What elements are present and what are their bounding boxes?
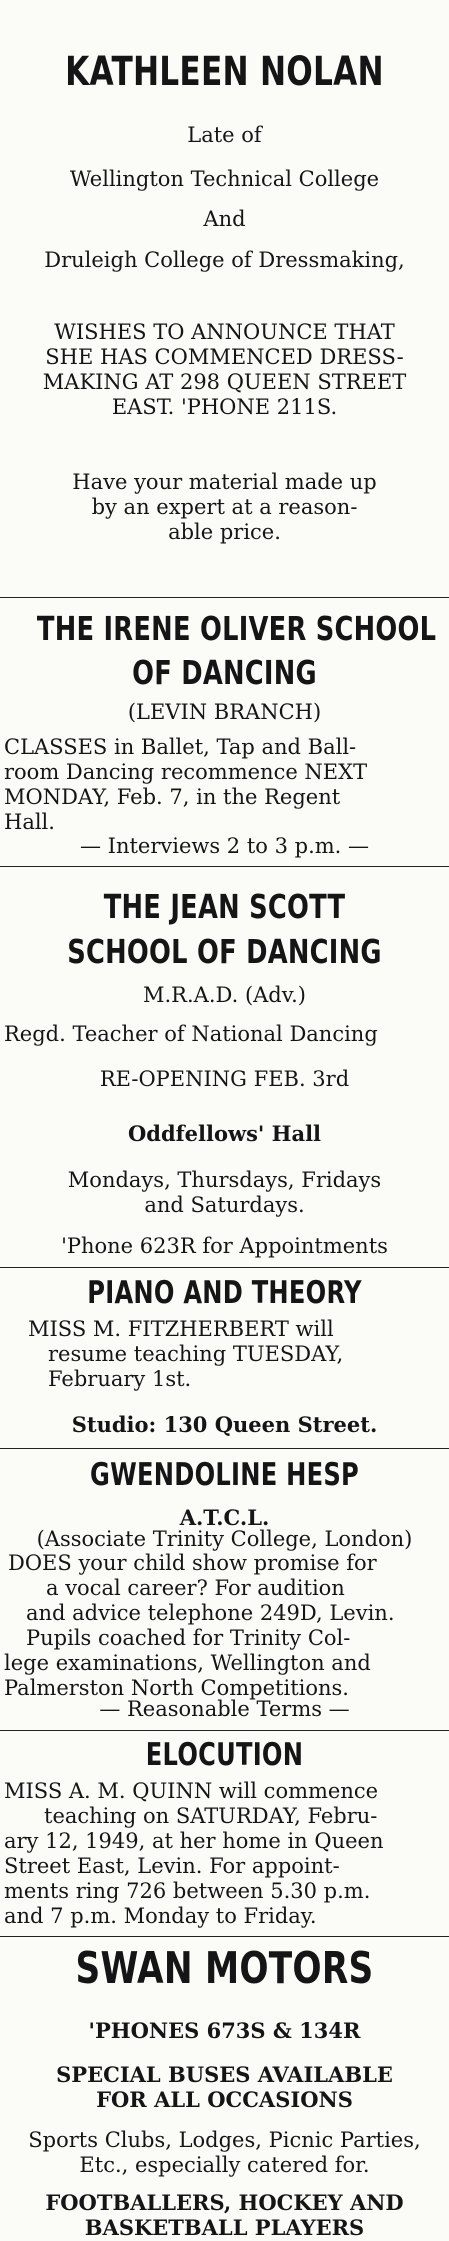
text-line: and advice telephone 249D, Levin. [26,1601,395,1625]
branch-text: (LEVIN BRANCH) [127,700,322,724]
and-text: And [203,207,246,231]
text-line: MAKING AT 298 QUEEN STREET [42,370,407,394]
classes-text [4,735,445,835]
text-line: February 1st. [48,1367,192,1391]
ad-title: SWAN MOTORS [75,1943,374,1994]
ad-title: SCHOOL OF DANCING [67,932,382,971]
terms-text: — Reasonable Terms — [99,1697,350,1721]
text-line: and 7 p.m. Monday to Friday. [4,1904,317,1928]
text-line: and Saturdays. [144,1193,305,1217]
text-line: MONDAY, Feb. 7, in the Regent [4,785,341,809]
text-line: MISS A. M. QUINN will commence [4,1779,379,1803]
pitch-text [4,470,445,545]
divider [0,1448,449,1449]
text-line: BASKETBALL PLAYERS [84,2215,365,2240]
studio-text: Studio: 130 Queen Street. [71,1412,378,1437]
text-line: Hall. [4,810,55,834]
text-line: FOR ALL OCCASIONS [96,2087,353,2112]
text-line: MISS M. FITZHERBERT will [28,1317,334,1341]
ad-title: PIANO AND THEORY [87,1275,362,1311]
text-line: by an expert at a reason- [91,495,358,519]
text-line: FOOTBALLERS, HOCKEY AND [45,2190,404,2215]
text-line: ary 12, 1949, at her home in Queen [4,1829,384,1853]
text-line: room Dancing recommence NEXT [4,760,368,784]
text-line: lege examinations, Wellington and [4,1651,371,1675]
text-line: ments ring 726 between 5.30 p.m. [4,1879,371,1903]
ad-title: THE JEAN SCOTT [103,887,346,926]
qualification-full-text: (Associate Trinity College, London) [36,1527,413,1551]
divider [0,597,449,598]
text-line: Street East, Levin. For appoint- [4,1854,340,1878]
text-line: SPECIAL BUSES AVAILABLE [56,2062,393,2087]
announcement-text [4,320,445,420]
text-line: Palmerston North Competitions. [4,1676,349,1700]
ad-title: GWENDOLINE HESP [90,1457,359,1493]
text-line: CLASSES in Ballet, Tap and Ball- [4,735,357,759]
interviews-text: — Interviews 2 to 3 p.m. — [79,834,370,858]
qualification-text: M.R.A.D. (Adv.) [143,983,306,1007]
college-text: Druleigh College of Dressmaking, [44,248,405,272]
divider [0,1267,449,1268]
ad-title: ELOCUTION [145,1737,304,1773]
venue-text: Oddfellows' Hall [127,1121,322,1146]
vocal-text [4,1551,445,1701]
text-line: EAST. 'PHONE 211S. [111,395,338,419]
elocution-text [4,1779,445,1929]
text-line: Mondays, Thursdays, Fridays [67,1168,382,1192]
divider [0,1936,449,1937]
text-line: DOES your child show promise for [8,1551,377,1575]
late-of-text: Late of [187,123,262,147]
phones-text: 'PHONES 673S & 134R [88,2018,361,2043]
text-line: Sports Clubs, Lodges, Picnic Parties, [28,2128,421,2152]
ad-title: KATHLEEN NOLAN [65,49,384,95]
qualification-text: A.T.C.L. [179,1505,270,1530]
players-text [4,2190,445,2240]
divider [0,1730,449,1731]
teacher-text [4,1317,445,1392]
clubs-text [4,2128,445,2178]
text-line: a vocal career? For audition [46,1576,345,1600]
text-line: able price. [168,520,281,544]
text-line: Pupils coached for Trinity Col- [26,1626,351,1650]
text-line: resume teaching TUESDAY, [48,1342,344,1366]
text-line: teaching on SATURDAY, Febru- [44,1804,378,1828]
text-line: SHE HAS COMMENCED DRESS- [45,345,404,369]
text-line: WISHES TO ANNOUNCE THAT [54,320,395,344]
ad-title: THE IRENE OLIVER SCHOOL [36,609,437,648]
days-text [4,1168,445,1218]
text-line: Etc., especially catered for. [79,2153,370,2177]
ad-title: OF DANCING [132,653,317,692]
reopening-text: RE-OPENING FEB. 3rd [99,1067,350,1091]
buses-text [4,2062,445,2112]
text-line: Have your material made up [72,470,377,494]
phone-text: 'Phone 623R for Appointments [61,1234,388,1258]
teacher-text: Regd. Teacher of National Dancing [4,1022,378,1046]
college-text: Wellington Technical College [69,167,380,191]
text-line [4,1317,445,1342]
divider [0,866,449,867]
